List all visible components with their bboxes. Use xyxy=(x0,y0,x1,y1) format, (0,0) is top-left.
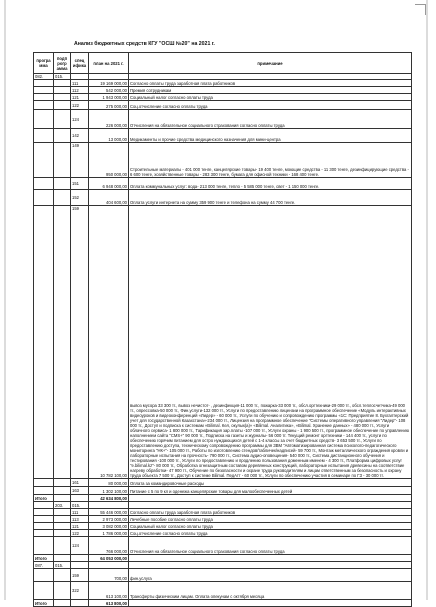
cell-specifics: 111 xyxy=(71,80,89,87)
table-row xyxy=(34,80,412,87)
cell-note: Оплата за командировочные расходы xyxy=(129,479,412,487)
cell-note: Отчисления на обязательное социального страхования согласно оплаты труда xyxy=(129,537,412,555)
cell-specifics: 152 xyxy=(71,190,89,206)
cell-specifics: 015. xyxy=(71,502,89,509)
table-row xyxy=(34,178,412,190)
table-row xyxy=(34,190,412,206)
cell-amount: 1 786 000,00 xyxy=(89,530,129,537)
total-label: Итого xyxy=(34,495,54,502)
cell-amount: 19 169 000,00 xyxy=(89,80,129,87)
cell-note: Социальный налог согласно оплаты труда xyxy=(129,94,412,101)
cell-note: Медикаменты и прочие средства медицинского назначения для мини-центра xyxy=(129,129,412,143)
cell-amount: 55 446 000,00 xyxy=(89,509,129,516)
cell-amount: 404 600,00 xyxy=(89,190,129,206)
cell-specifics: 151 xyxy=(71,178,89,190)
cell-amount: 613 100,00 xyxy=(89,582,129,600)
cell-amount: 2 973 000,00 xyxy=(89,516,129,523)
table-row xyxy=(34,479,412,487)
cell-subprogram: 015. xyxy=(54,74,71,80)
cell-amount: 766 000,00 xyxy=(89,537,129,555)
cell-subprogram: 015. xyxy=(54,562,71,569)
table-row-total xyxy=(34,495,412,502)
table-row xyxy=(34,502,412,509)
cell-amount: 13 000,00 xyxy=(89,129,129,143)
cell-specifics: 113 xyxy=(71,516,89,523)
table-row xyxy=(34,206,412,479)
corner-mark xyxy=(415,4,426,15)
cell-note: Соц.отчисление согласно оплаты труда xyxy=(129,530,412,537)
cell-specifics: 124 xyxy=(71,537,89,555)
table-row xyxy=(34,537,412,555)
header-program: програ мма xyxy=(34,53,54,74)
table-row xyxy=(34,516,412,523)
header-subprogram: подп рогр амма xyxy=(54,53,71,74)
table-header-row xyxy=(34,53,412,74)
cell-note: фин.услуга xyxy=(129,569,412,582)
cell-note: вывоз мусора 33 300 тг., вывоз нечистот- , дезинфекция-11 000 тг., пожарка-33 000 тг., обсл.оргтехники-29 000 тг., обсл.теплосчетчика-49 000 тг., опрессовка-50 000 тг., Фин.услуги-132 000 тг., Услуги по предоставлению лицензии на программное обеспечение «Модуль интерактивных видеоуроков и видеоконференций «Лидер» - 60 000 тг., Услуги по обучению и сопровождению программы «1С: Предприятие 8. Бухгалтерский учет для государственной Казахстана»-234 000 тг., Лицензия на программное обеспечение "Системы оперативного управления "Лидер"- 108 000 тг., Доступ и подписка к системам «Bilimal. Кел, окулык(а)» «Bilimal. Аналитика», «Bilimal. Хранение данных» - 480 000 тг., Услуги облачного сервиса- 1 800 000 тг., Тарификация зар.платы -107 000 тг., Услуги охраны - 1 900 500 тг., программное обеспечение по управлению наполнением сайта "CMS+" 90 000 тг., Подписка на газеты и журналы- 56 000 тг. Текущий ремонт оргтехники - 144 400 тг., услуги по обеспечению горячим питанием для остро нуждающихся детей с 1-4 классы за счет бюджетных средств- 3 653 500 тг., Услуги по предоставлению доступа, техническому сопровождению программы для ЗВМ "Автоматизированная система психолого-педагогического мониторинга "НК+"- 105 000 тг., Работы по изготовлению стендов/табличек/надписей- 59 700 тг., Монтаж металлического ограждения кровли и лабораторные испытания на прочность- 790 000 тг., Система аудио-оповещения- 540 000 тг., Система дистанционного обучения и тестирования -100 000 тг., Услуги по предоставлению и продлению пользования доменным именем - 4 300 тг., Платформа цифровых услуг "e.bilimal.kz"- 80 000 тг., Обработка огнезащитным составом деревянных конструкций, лабораторные испытания древесины на соответствие нагреву обработки- 47 900 тг., Обучение по безопасности и охране труда руководителям и лицам ответственным за безопасность и охрану труда объекта 7 500 тг., Доступ к системе Bilimal. ПедАтт - 60 000 тг., Услуги по обеспечению участия в семинаре по ГЗ - 30 000 тг. xyxy=(129,206,412,479)
cell-specifics: 159 xyxy=(71,569,89,582)
table-row-total xyxy=(34,555,412,562)
table-row xyxy=(34,582,412,600)
cell-specifics: 122 xyxy=(71,530,89,537)
cell-amount: 1 943 000,00 xyxy=(89,94,129,101)
cell-amount: 275 000,00 xyxy=(89,101,129,110)
table-row xyxy=(34,94,412,101)
cell-specifics: 159 xyxy=(71,206,89,479)
cell-note: Согласно оплаты труда заработная плата работников xyxy=(129,80,412,87)
table-row xyxy=(34,523,412,530)
cell-subprogram: 203. xyxy=(54,502,71,509)
cell-program: 082. xyxy=(34,74,54,80)
table-row xyxy=(34,129,412,143)
page-left-edge xyxy=(4,0,6,600)
cell-note: Социальный налог согласно оплаты труда xyxy=(129,523,412,530)
cell-amount: 80 000,00 xyxy=(89,479,129,487)
total-amount: 613 800,00 xyxy=(89,600,129,607)
cell-specifics: 121 xyxy=(71,523,89,530)
header-note: примечание xyxy=(129,53,412,74)
cell-note: Строительные материалы - 401 000 тенге, канцелярские товары- 19 400 тенге, моющие средства - 11 300 тенге, дезинфицирующие средства - 6 600 тенге, хозяйственные товары - 283 300 тенге, бумага для офисной техники - 168 400 тенге. xyxy=(129,143,412,178)
cell-amount: 950 000,00 xyxy=(89,143,129,178)
cell-specifics: 142 xyxy=(71,129,89,143)
cell-specifics: 122 xyxy=(71,101,89,110)
header-plan: план на 2021 г. xyxy=(89,53,129,74)
cell-note: Соц.отчисление согласно оплаты труда xyxy=(129,101,412,110)
total-label: Итого xyxy=(34,555,54,562)
total-label: Итого xyxy=(34,600,54,607)
cell-note: Премия сотрудникам xyxy=(129,87,412,94)
cell-note: Питание с 5 по 9 кл и оденежа канцелярские товары для малообеспеченных детей xyxy=(129,487,412,495)
cell-note: Отчисления на обязательное социального страхования согласно оплаты труда xyxy=(129,110,412,129)
budget-table xyxy=(33,52,412,607)
table-row xyxy=(34,101,412,110)
total-amount: 42 634 800,00 xyxy=(89,495,129,502)
cell-amount: 6 948 000,00 xyxy=(89,178,129,190)
table-row xyxy=(34,530,412,537)
cell-note: Согласно оплаты труда заработная плата работников xyxy=(129,509,412,516)
cell-amount: 1 302 100,00 xyxy=(89,487,129,495)
cell-amount: 542 000,00 xyxy=(89,87,129,94)
total-amount: 64 053 000,00 xyxy=(89,555,129,562)
table-row-total xyxy=(34,600,412,607)
cell-specifics: 149 xyxy=(71,143,89,178)
table-row xyxy=(34,87,412,94)
document-title: Анализ бюджетных средств КГУ "ОСШ №20" на 2021 г. xyxy=(74,41,215,47)
table-row xyxy=(34,110,412,129)
cell-specifics: 163 xyxy=(71,487,89,495)
cell-specifics: 322 xyxy=(71,582,89,600)
page-right-edge xyxy=(426,0,428,600)
cell-amount: 226 000,00 xyxy=(89,110,129,129)
cell-specifics: 121 xyxy=(71,94,89,101)
cell-amount: 10 782 100,00 xyxy=(89,206,129,479)
table-row xyxy=(34,509,412,516)
table-row xyxy=(34,487,412,495)
cell-note: Лечебные пособие согласно оплаты труда xyxy=(129,516,412,523)
cell-note: Оплата коммунальных услуг: вода- 213 000 тенге, тепло - 5 585 000 тенге, свет - 1 150 000 тенге. xyxy=(129,178,412,190)
cell-amount: 700,00 xyxy=(89,569,129,582)
cell-note: Оплата услуги интернета на сумму 359 900 тенге и телефона на сумму 44 700 тенге. xyxy=(129,190,412,206)
cell-specifics: 124 xyxy=(71,110,89,129)
table-row xyxy=(34,569,412,582)
cell-note: Трансферты физическим лицам. Оплата опекунам с октября месяца xyxy=(129,582,412,600)
cell-amount: 3 082 000,00 xyxy=(89,523,129,530)
cell-specifics: 111 xyxy=(71,509,89,516)
table-row xyxy=(34,143,412,178)
cell-specifics: 112 xyxy=(71,87,89,94)
header-specifics: спец ифика xyxy=(71,53,89,74)
table-row xyxy=(34,562,412,569)
cell-program: 087. xyxy=(34,562,54,569)
cell-specifics: 161 xyxy=(71,479,89,487)
